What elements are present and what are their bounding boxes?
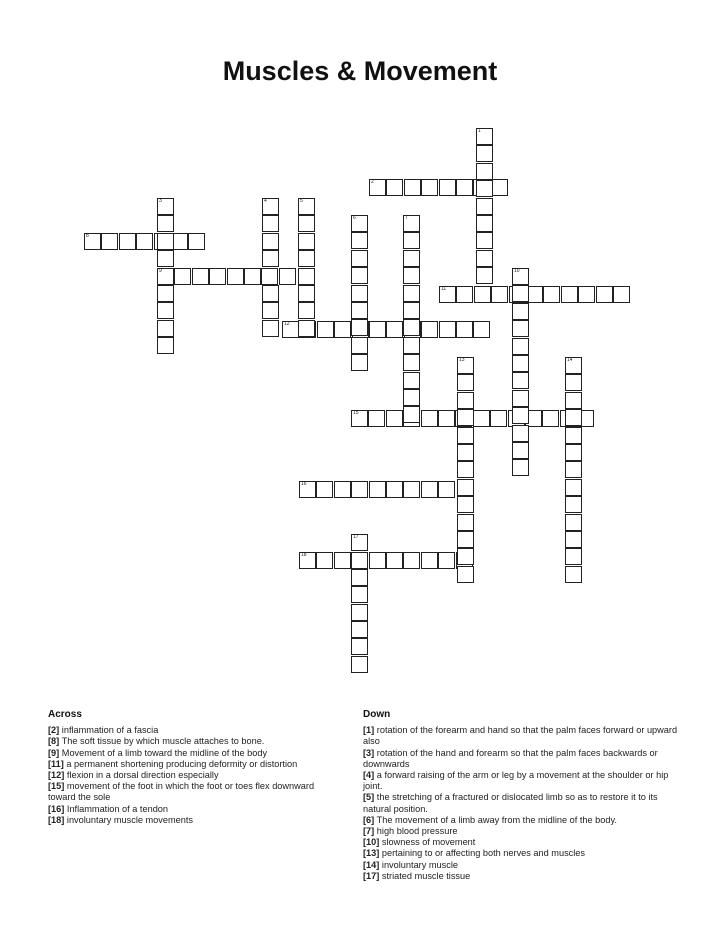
grid-cell[interactable] [457, 409, 474, 426]
clue-number-label: 8 [86, 233, 89, 239]
grid-cell[interactable] [565, 357, 582, 374]
grid-cell[interactable] [565, 374, 582, 391]
grid-cell[interactable] [351, 285, 368, 302]
grid-cell[interactable] [351, 638, 368, 655]
grid-cell[interactable] [421, 179, 438, 196]
grid-cell[interactable] [439, 179, 456, 196]
clue-number: [16] [48, 803, 65, 814]
grid-cell[interactable] [351, 569, 368, 586]
clue-number: [3] [363, 747, 375, 758]
grid-cell[interactable] [512, 320, 529, 337]
grid-cell[interactable] [351, 534, 368, 551]
grid-cell[interactable] [192, 268, 209, 285]
down-clue [363, 826, 683, 837]
grid-cell[interactable] [438, 552, 455, 569]
grid-cell[interactable] [351, 656, 368, 673]
clue-number-label: 17 [353, 534, 359, 540]
clue-number: [9] [48, 747, 60, 758]
grid-cell[interactable] [457, 548, 474, 565]
clue-text: involuntary muscle movements [64, 814, 194, 825]
clue-text: Movement of a limb toward the midline of the body [59, 747, 268, 758]
grid-cell[interactable] [317, 321, 334, 338]
grid-cell[interactable] [188, 233, 205, 250]
grid-cell[interactable] [512, 372, 529, 389]
grid-cell[interactable] [174, 268, 191, 285]
grid-cell[interactable] [157, 250, 174, 267]
down-clue [363, 770, 683, 792]
grid-cell[interactable] [421, 481, 438, 498]
grid-cell[interactable] [157, 233, 174, 250]
puzzle-title: Muscles & Movement [222, 56, 498, 86]
clue-number: [4] [363, 770, 375, 781]
grid-cell[interactable] [403, 337, 420, 354]
grid-cell[interactable] [351, 232, 368, 249]
grid-cell[interactable] [512, 285, 529, 302]
grid-cell[interactable] [596, 286, 613, 303]
grid-cell[interactable] [456, 286, 473, 303]
grid-cell[interactable] [84, 233, 101, 250]
grid-cell[interactable] [542, 410, 559, 427]
clue-text: pertaining to or affecting both nerves and muscles [379, 848, 585, 859]
down-clue [363, 792, 683, 814]
grid-cell[interactable] [227, 268, 244, 285]
grid-cell[interactable] [316, 481, 333, 498]
grid-cell[interactable] [403, 319, 420, 336]
grid-cell[interactable] [476, 232, 493, 249]
clue-number: [5] [363, 792, 375, 803]
down-clue [363, 815, 683, 826]
grid-cell[interactable] [298, 250, 315, 267]
grid-cell[interactable] [369, 481, 386, 498]
grid-cell[interactable] [351, 604, 368, 621]
grid-cell[interactable] [512, 338, 529, 355]
grid-cell[interactable] [476, 215, 493, 232]
grid-cell[interactable] [476, 128, 493, 145]
grid-cell[interactable] [157, 268, 174, 285]
grid-cell[interactable] [316, 552, 333, 569]
grid-cell[interactable] [476, 163, 493, 180]
grid-cell[interactable] [351, 410, 368, 427]
clue-number-label: 18 [301, 552, 307, 558]
down-clue [363, 725, 683, 747]
grid-cell[interactable] [438, 481, 455, 498]
clue-text: rotation of the hand and forearm so that the palm faces backwards or downwards [363, 747, 658, 769]
grid-cell[interactable] [369, 179, 386, 196]
grid-cell[interactable] [473, 321, 490, 338]
grid-cell[interactable] [565, 514, 582, 531]
grid-cell[interactable] [351, 552, 368, 569]
across-heading: Across [48, 709, 82, 720]
clue-number-label: 3 [159, 198, 162, 204]
down-clue [363, 871, 683, 882]
clue-text: striated muscle tissue [379, 870, 471, 881]
grid-cell[interactable] [457, 461, 474, 478]
clue-number: [15] [48, 781, 65, 792]
clue-number: [13] [363, 848, 380, 859]
grid-cell[interactable] [457, 514, 474, 531]
clue-number-label: 4 [264, 198, 267, 204]
across-clue [48, 748, 338, 759]
grid-cell[interactable] [351, 586, 368, 603]
grid-cell[interactable] [613, 286, 630, 303]
clue-number-label: 16 [301, 481, 307, 487]
grid-cell[interactable] [157, 302, 174, 319]
clue-number: [7] [363, 826, 375, 837]
grid-cell[interactable] [298, 268, 315, 285]
grid-cell[interactable] [262, 250, 279, 267]
grid-cell[interactable] [490, 410, 507, 427]
grid-cell[interactable] [421, 552, 438, 569]
grid-cell[interactable] [403, 232, 420, 249]
grid-cell[interactable] [512, 303, 529, 320]
grid-cell[interactable] [439, 286, 456, 303]
grid-cell[interactable] [476, 145, 493, 162]
grid-cell[interactable] [279, 268, 296, 285]
grid-cell[interactable] [334, 552, 351, 569]
grid-cell[interactable] [457, 479, 474, 496]
down-clues [363, 709, 683, 882]
grid-cell[interactable] [578, 286, 595, 303]
grid-cell[interactable] [386, 552, 403, 569]
down-clue [363, 860, 683, 871]
grid-cell[interactable] [262, 320, 279, 337]
grid-cell[interactable] [403, 354, 420, 371]
down-clue [363, 848, 683, 859]
grid-cell[interactable] [512, 459, 529, 476]
across-clue [48, 725, 338, 736]
clue-number: [18] [48, 814, 65, 825]
grid-cell[interactable] [351, 337, 368, 354]
across-clue [48, 770, 338, 781]
clue-text: a permanent shortening producing deformity or distortion [63, 758, 298, 769]
grid-cell[interactable] [386, 410, 403, 427]
grid-cell[interactable] [512, 355, 529, 372]
grid-cell[interactable] [421, 410, 438, 427]
grid-cell[interactable] [565, 496, 582, 513]
across-clue [48, 759, 338, 770]
across-clues [48, 709, 338, 826]
grid-cell[interactable] [351, 354, 368, 371]
clue-number-label: 1 [478, 128, 481, 134]
grid-cell[interactable] [403, 389, 420, 406]
grid-cell[interactable] [421, 321, 438, 338]
clue-text: rotation of the forearm and hand so that the palm faces forward or upward also [363, 725, 678, 747]
down-clue [363, 748, 683, 770]
grid-cell[interactable] [299, 481, 316, 498]
grid-cell[interactable] [157, 320, 174, 337]
grid-cell[interactable] [512, 425, 529, 442]
grid-cell[interactable] [565, 479, 582, 496]
clue-text: high blood pressure [374, 826, 458, 837]
clue-text: a forward raising of the arm or leg by a movement at the shoulder or hip joint. [363, 770, 669, 792]
clue-text: involuntary muscle [379, 859, 458, 870]
across-clue [48, 804, 338, 815]
grid-cell[interactable] [565, 461, 582, 478]
grid-cell[interactable] [403, 372, 420, 389]
grid-cell[interactable] [457, 566, 474, 583]
grid-cell[interactable] [209, 268, 226, 285]
clue-text: slowness of movement [379, 837, 476, 848]
clue-text: movement of the foot in which the foot or toes flex downward toward the sole [48, 781, 315, 803]
grid-cell[interactable] [403, 481, 420, 498]
grid-cell[interactable] [512, 390, 529, 407]
grid-cell[interactable] [403, 267, 420, 284]
grid-cell[interactable] [262, 233, 279, 250]
clue-number-label: 10 [514, 268, 520, 274]
grid-cell[interactable] [561, 286, 578, 303]
grid-cell[interactable] [565, 427, 582, 444]
clue-number-label: 9 [159, 268, 162, 274]
grid-cell[interactable] [298, 198, 315, 215]
grid-cell[interactable] [476, 198, 493, 215]
grid-cell[interactable] [512, 407, 529, 424]
grid-cell[interactable] [157, 337, 174, 354]
clue-number-label: 13 [459, 357, 465, 363]
grid-cell[interactable] [439, 321, 456, 338]
clue-number: [17] [363, 870, 380, 881]
grid-cell[interactable] [457, 444, 474, 461]
clue-number-label: 14 [567, 357, 573, 363]
grid-cell[interactable] [403, 302, 420, 319]
down-clue [363, 837, 683, 848]
grid-cell[interactable] [403, 215, 420, 232]
grid-cell[interactable] [298, 320, 315, 337]
clue-text: the stretching of a fractured or dislocated limb so as to restore it to its natural position. [363, 792, 658, 814]
grid-cell[interactable] [403, 406, 420, 423]
grid-cell[interactable] [491, 179, 508, 196]
grid-cell[interactable] [282, 321, 299, 338]
grid-cell[interactable] [136, 233, 153, 250]
grid-cell[interactable] [457, 392, 474, 409]
grid-cell[interactable] [403, 250, 420, 267]
grid-cell[interactable] [476, 267, 493, 284]
clue-number-label: 11 [441, 286, 447, 292]
grid-cell[interactable] [334, 321, 351, 338]
grid-cell[interactable] [512, 268, 529, 285]
down-heading: Down [363, 709, 391, 720]
grid-cell[interactable] [262, 302, 279, 319]
grid-cell[interactable] [351, 250, 368, 267]
grid-cell[interactable] [351, 621, 368, 638]
grid-cell[interactable] [351, 215, 368, 232]
grid-cell[interactable] [369, 552, 386, 569]
grid-cell[interactable] [298, 285, 315, 302]
grid-cell[interactable] [351, 302, 368, 319]
clue-number: [6] [363, 814, 375, 825]
grid-cell[interactable] [386, 321, 403, 338]
grid-cell[interactable] [457, 427, 474, 444]
grid-cell[interactable] [298, 302, 315, 319]
clue-number: [2] [48, 725, 60, 736]
grid-cell[interactable] [386, 481, 403, 498]
grid-cell[interactable] [157, 198, 174, 215]
grid-cell[interactable] [351, 267, 368, 284]
across-clue [48, 781, 338, 803]
grid-cell[interactable] [386, 179, 403, 196]
clue-text: Inflammation of a tendon [64, 803, 169, 814]
grid-cell[interactable] [456, 321, 473, 338]
clue-number-label: 15 [353, 410, 359, 416]
grid-cell[interactable] [244, 268, 261, 285]
grid-cell[interactable] [403, 285, 420, 302]
grid-cell[interactable] [491, 286, 508, 303]
clue-text: flexion in a dorsal direction especially [64, 770, 219, 781]
grid-cell[interactable] [261, 268, 278, 285]
grid-cell[interactable] [565, 444, 582, 461]
grid-cell[interactable] [262, 215, 279, 232]
grid-cell[interactable] [565, 409, 582, 426]
grid-cell[interactable] [369, 321, 386, 338]
grid-cell[interactable] [157, 285, 174, 302]
grid-cell[interactable] [457, 374, 474, 391]
across-clue-list [48, 725, 338, 826]
clue-number: [10] [363, 837, 380, 848]
grid-cell[interactable] [262, 198, 279, 215]
grid-cell[interactable] [473, 410, 490, 427]
grid-cell[interactable] [543, 286, 560, 303]
clue-number-label: 7 [405, 215, 408, 221]
grid-cell[interactable] [565, 531, 582, 548]
grid-cell[interactable] [457, 531, 474, 548]
across-clue [48, 815, 338, 826]
clue-number-label: 12 [284, 321, 290, 327]
clue-number: [14] [363, 859, 380, 870]
grid-cell[interactable] [298, 215, 315, 232]
clue-number: [1] [363, 725, 375, 736]
clue-number: [8] [48, 736, 60, 747]
grid-cell[interactable] [351, 481, 368, 498]
grid-cell[interactable] [403, 552, 420, 569]
grid-cell[interactable] [565, 566, 582, 583]
clue-number: [11] [48, 758, 64, 769]
grid-cell[interactable] [565, 392, 582, 409]
clue-text: The soft tissue by which muscle attaches to bone. [59, 736, 265, 747]
grid-cell[interactable] [368, 410, 385, 427]
clue-number: [12] [48, 770, 65, 781]
grid-cell[interactable] [101, 233, 118, 250]
grid-cell[interactable] [456, 179, 473, 196]
clue-text: The movement of a limb away from the midline of the body. [374, 814, 617, 825]
grid-cell[interactable] [476, 250, 493, 267]
grid-cell[interactable] [119, 233, 136, 250]
grid-cell[interactable] [457, 357, 474, 374]
grid-cell[interactable] [474, 286, 491, 303]
clue-number-label: 6 [353, 215, 356, 221]
clue-text: inflammation of a fascia [59, 725, 159, 736]
grid-cell[interactable] [334, 481, 351, 498]
grid-cell[interactable] [476, 180, 493, 197]
clue-number-label: 5 [300, 198, 303, 204]
grid-cell[interactable] [438, 410, 455, 427]
across-clue [48, 736, 338, 747]
grid-cell[interactable] [298, 233, 315, 250]
grid-cell[interactable] [299, 552, 316, 569]
clue-number-label: 2 [371, 179, 374, 185]
grid-cell[interactable] [457, 496, 474, 513]
grid-cell[interactable] [565, 548, 582, 565]
grid-cell[interactable] [512, 442, 529, 459]
grid-cell[interactable] [157, 215, 174, 232]
grid-cell[interactable] [262, 285, 279, 302]
grid-cell[interactable] [351, 319, 368, 336]
grid-cell[interactable] [404, 179, 421, 196]
down-clue-list [363, 725, 683, 882]
